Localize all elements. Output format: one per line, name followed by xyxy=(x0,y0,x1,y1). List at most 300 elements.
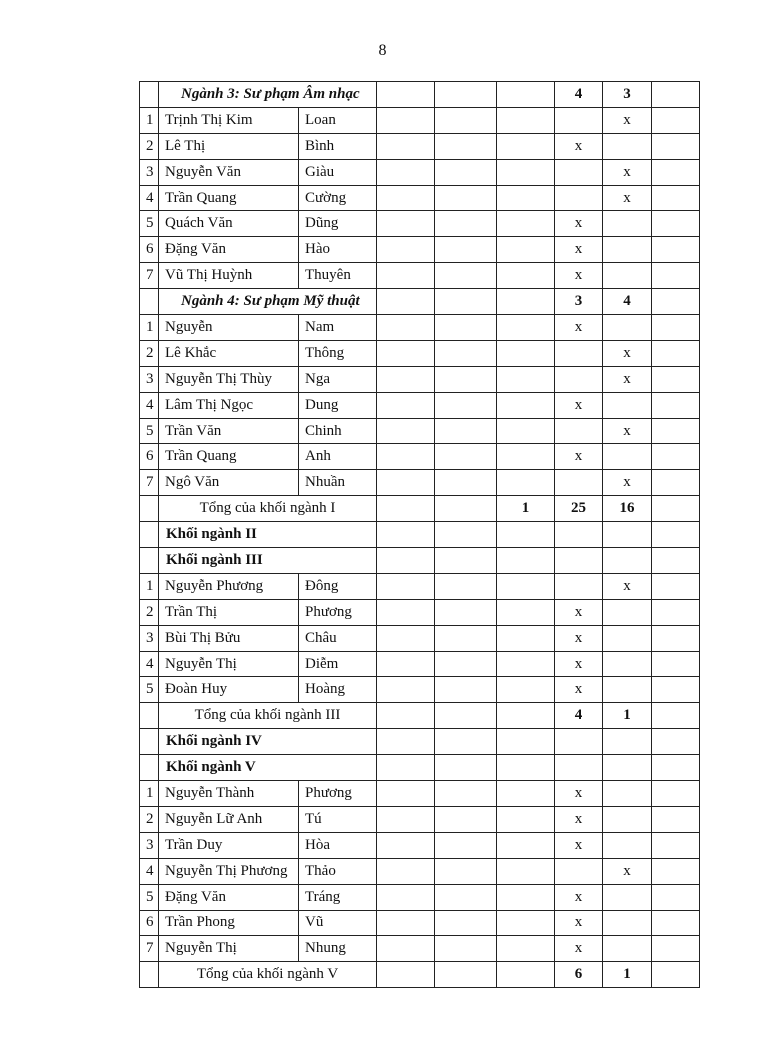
row-number: 2 xyxy=(140,340,159,366)
row-number: 1 xyxy=(140,573,159,599)
empty-cell xyxy=(652,729,700,755)
first-name: Đặng Văn xyxy=(159,884,299,910)
mark-cell xyxy=(603,677,652,703)
last-name: Diễm xyxy=(299,651,377,677)
table-row xyxy=(140,573,700,599)
empty-cell xyxy=(435,884,497,910)
mark-cell xyxy=(603,237,652,263)
mark-cell: x xyxy=(555,392,603,418)
first-name: Quách Văn xyxy=(159,211,299,237)
last-name: Cường xyxy=(299,185,377,211)
empty-cell xyxy=(497,651,555,677)
first-name: Vũ Thị Huỳnh xyxy=(159,263,299,289)
empty-cell xyxy=(652,159,700,185)
empty-cell xyxy=(652,858,700,884)
table-row xyxy=(140,366,700,392)
group-title: Khối ngành IV xyxy=(159,729,377,755)
empty-cell xyxy=(652,781,700,807)
first-name: Lê Khắc xyxy=(159,340,299,366)
row-number xyxy=(140,548,159,574)
table-row xyxy=(140,470,700,496)
table-row xyxy=(140,133,700,159)
empty-cell xyxy=(497,444,555,470)
row-number: 3 xyxy=(140,832,159,858)
empty-cell xyxy=(497,107,555,133)
empty-cell xyxy=(377,418,435,444)
last-name: Chinh xyxy=(299,418,377,444)
empty-cell xyxy=(497,159,555,185)
empty-cell xyxy=(652,418,700,444)
empty-cell xyxy=(435,548,497,574)
first-name: Nguyễn Thị Thùy xyxy=(159,366,299,392)
row-number: 4 xyxy=(140,392,159,418)
mark-cell: x xyxy=(555,315,603,341)
row-number: 5 xyxy=(140,211,159,237)
empty-cell xyxy=(652,392,700,418)
first-name: Nguyễn Lữ Anh xyxy=(159,806,299,832)
row-number: 1 xyxy=(140,315,159,341)
empty-cell xyxy=(497,599,555,625)
table-row xyxy=(140,263,700,289)
mark-cell xyxy=(603,444,652,470)
empty-cell xyxy=(652,625,700,651)
empty-cell xyxy=(377,496,435,522)
mark-cell xyxy=(603,211,652,237)
table-row xyxy=(140,677,700,703)
empty-cell xyxy=(497,625,555,651)
row-number: 3 xyxy=(140,366,159,392)
group-row xyxy=(140,729,700,755)
table-row xyxy=(140,832,700,858)
count-cell: 3 xyxy=(555,289,603,315)
empty-cell xyxy=(652,211,700,237)
row-number: 5 xyxy=(140,418,159,444)
total-title: Tổng của khối ngành V xyxy=(159,962,377,988)
row-number xyxy=(140,755,159,781)
empty-cell xyxy=(377,962,435,988)
empty-cell xyxy=(652,884,700,910)
empty-cell xyxy=(497,237,555,263)
major-row xyxy=(140,82,700,108)
empty-cell xyxy=(377,858,435,884)
empty-cell xyxy=(435,418,497,444)
first-name: Đặng Văn xyxy=(159,237,299,263)
total-title: Tổng của khối ngành I xyxy=(159,496,377,522)
empty-cell xyxy=(652,651,700,677)
empty-cell xyxy=(497,211,555,237)
mark-cell: x xyxy=(603,107,652,133)
row-number: 6 xyxy=(140,910,159,936)
major-title: Ngành 3: Sư phạm Âm nhạc xyxy=(159,82,377,108)
empty-cell xyxy=(435,444,497,470)
mark-cell xyxy=(555,159,603,185)
mark-cell: x xyxy=(603,185,652,211)
first-name: Trần Thị xyxy=(159,599,299,625)
page-number: 8 xyxy=(378,42,387,59)
row-number xyxy=(140,962,159,988)
group-title: Khối ngành II xyxy=(159,522,377,548)
last-name: Nga xyxy=(299,366,377,392)
empty-cell xyxy=(435,263,497,289)
empty-cell xyxy=(652,366,700,392)
last-name: Hào xyxy=(299,237,377,263)
first-name: Trần Quang xyxy=(159,444,299,470)
last-name: Anh xyxy=(299,444,377,470)
first-name: Nguyễn Thành xyxy=(159,781,299,807)
empty-cell xyxy=(377,82,435,108)
first-name: Trần Văn xyxy=(159,418,299,444)
first-name: Nguyễn Thị xyxy=(159,936,299,962)
empty-cell xyxy=(377,133,435,159)
count-cell: 25 xyxy=(555,496,603,522)
total-row xyxy=(140,703,700,729)
empty-cell xyxy=(497,936,555,962)
empty-cell xyxy=(497,340,555,366)
row-number xyxy=(140,289,159,315)
empty-cell xyxy=(497,263,555,289)
first-name: Nguyễn Thị xyxy=(159,651,299,677)
empty-cell xyxy=(435,729,497,755)
first-name: Trần Phong xyxy=(159,910,299,936)
empty-cell xyxy=(435,496,497,522)
first-name: Trần Duy xyxy=(159,832,299,858)
row-number: 4 xyxy=(140,185,159,211)
empty-cell xyxy=(377,392,435,418)
first-name: Trịnh Thị Kim xyxy=(159,107,299,133)
first-name: Nguyễn Thị Phương xyxy=(159,858,299,884)
count-cell: 3 xyxy=(603,82,652,108)
table-row xyxy=(140,418,700,444)
mark-cell xyxy=(603,263,652,289)
empty-cell xyxy=(377,159,435,185)
last-name: Tú xyxy=(299,806,377,832)
table-row xyxy=(140,237,700,263)
row-number: 5 xyxy=(140,884,159,910)
empty-cell xyxy=(435,599,497,625)
empty-cell xyxy=(652,470,700,496)
empty-cell xyxy=(377,340,435,366)
empty-cell xyxy=(435,340,497,366)
count-cell: 4 xyxy=(555,82,603,108)
last-name: Vũ xyxy=(299,910,377,936)
table-row xyxy=(140,625,700,651)
empty-cell xyxy=(377,107,435,133)
empty-cell xyxy=(652,444,700,470)
last-name: Bình xyxy=(299,133,377,159)
mark-cell xyxy=(555,107,603,133)
empty-cell xyxy=(377,185,435,211)
mark-cell: x xyxy=(555,936,603,962)
mark-cell: x xyxy=(555,133,603,159)
empty-cell xyxy=(497,832,555,858)
row-number: 7 xyxy=(140,936,159,962)
row-number: 6 xyxy=(140,444,159,470)
total-title: Tổng của khối ngành III xyxy=(159,703,377,729)
table-row xyxy=(140,185,700,211)
last-name: Thảo xyxy=(299,858,377,884)
empty-cell xyxy=(497,858,555,884)
row-number xyxy=(140,522,159,548)
empty-cell xyxy=(497,910,555,936)
table-row xyxy=(140,159,700,185)
mark-cell xyxy=(603,599,652,625)
row-number: 5 xyxy=(140,677,159,703)
empty-cell xyxy=(435,625,497,651)
mark-cell: x xyxy=(555,781,603,807)
count-cell: 4 xyxy=(555,703,603,729)
empty-cell xyxy=(497,315,555,341)
empty-cell xyxy=(652,677,700,703)
group-row xyxy=(140,522,700,548)
row-number: 2 xyxy=(140,599,159,625)
empty-cell xyxy=(377,444,435,470)
empty-cell xyxy=(435,237,497,263)
empty-cell xyxy=(497,470,555,496)
mark-cell xyxy=(603,133,652,159)
row-number: 2 xyxy=(140,133,159,159)
last-name: Thông xyxy=(299,340,377,366)
count-cell: 1 xyxy=(603,962,652,988)
mark-cell: x xyxy=(555,832,603,858)
empty-cell xyxy=(435,755,497,781)
empty-cell xyxy=(652,237,700,263)
count-cell xyxy=(497,962,555,988)
empty-cell xyxy=(377,599,435,625)
empty-cell xyxy=(377,832,435,858)
empty-cell xyxy=(435,315,497,341)
mark-cell xyxy=(603,315,652,341)
table-row xyxy=(140,107,700,133)
count-cell xyxy=(603,522,652,548)
table-row xyxy=(140,936,700,962)
mark-cell xyxy=(555,340,603,366)
group-row xyxy=(140,755,700,781)
last-name: Dũng xyxy=(299,211,377,237)
empty-cell xyxy=(652,548,700,574)
count-cell xyxy=(497,755,555,781)
count-cell xyxy=(497,729,555,755)
empty-cell xyxy=(377,936,435,962)
count-cell xyxy=(497,703,555,729)
count-cell xyxy=(497,522,555,548)
first-name: Lâm Thị Ngọc xyxy=(159,392,299,418)
mark-cell xyxy=(555,858,603,884)
empty-cell xyxy=(652,289,700,315)
last-name: Châu xyxy=(299,625,377,651)
last-name: Dung xyxy=(299,392,377,418)
count-cell: 1 xyxy=(603,703,652,729)
empty-cell xyxy=(377,884,435,910)
row-number: 1 xyxy=(140,781,159,807)
empty-cell xyxy=(377,729,435,755)
empty-cell xyxy=(497,806,555,832)
mark-cell xyxy=(555,366,603,392)
count-cell: 1 xyxy=(497,496,555,522)
empty-cell xyxy=(435,936,497,962)
row-number: 7 xyxy=(140,263,159,289)
empty-cell xyxy=(652,962,700,988)
empty-cell xyxy=(377,548,435,574)
table-row xyxy=(140,781,700,807)
mark-cell: x xyxy=(603,470,652,496)
empty-cell xyxy=(377,211,435,237)
empty-cell xyxy=(652,910,700,936)
last-name: Hoàng xyxy=(299,677,377,703)
first-name: Trần Quang xyxy=(159,185,299,211)
major-row xyxy=(140,289,700,315)
empty-cell xyxy=(652,806,700,832)
empty-cell xyxy=(377,910,435,936)
empty-cell xyxy=(652,599,700,625)
count-cell xyxy=(555,729,603,755)
last-name: Hòa xyxy=(299,832,377,858)
empty-cell xyxy=(652,522,700,548)
empty-cell xyxy=(377,237,435,263)
empty-cell xyxy=(652,755,700,781)
empty-cell xyxy=(435,703,497,729)
mark-cell: x xyxy=(555,677,603,703)
empty-cell xyxy=(497,884,555,910)
empty-cell xyxy=(497,366,555,392)
count-cell xyxy=(497,548,555,574)
empty-cell xyxy=(652,133,700,159)
count-cell xyxy=(603,729,652,755)
row-number: 6 xyxy=(140,237,159,263)
row-number: 3 xyxy=(140,625,159,651)
table-row xyxy=(140,211,700,237)
empty-cell xyxy=(652,82,700,108)
empty-cell xyxy=(435,289,497,315)
count-cell xyxy=(603,755,652,781)
empty-cell xyxy=(652,496,700,522)
count-cell xyxy=(497,82,555,108)
first-name: Lê Thị xyxy=(159,133,299,159)
table-row xyxy=(140,884,700,910)
row-number: 2 xyxy=(140,806,159,832)
group-row xyxy=(140,548,700,574)
table-row xyxy=(140,806,700,832)
count-cell: 16 xyxy=(603,496,652,522)
mark-cell: x xyxy=(555,263,603,289)
first-name: Bùi Thị Bửu xyxy=(159,625,299,651)
empty-cell xyxy=(435,82,497,108)
empty-cell xyxy=(377,625,435,651)
first-name: Nguyễn xyxy=(159,315,299,341)
empty-cell xyxy=(377,677,435,703)
empty-cell xyxy=(497,418,555,444)
empty-cell xyxy=(435,185,497,211)
row-number: 1 xyxy=(140,107,159,133)
mark-cell xyxy=(603,781,652,807)
row-number: 4 xyxy=(140,858,159,884)
mark-cell xyxy=(603,910,652,936)
staff-table xyxy=(139,81,700,988)
empty-cell xyxy=(652,340,700,366)
mark-cell xyxy=(603,806,652,832)
empty-cell xyxy=(652,936,700,962)
empty-cell xyxy=(497,185,555,211)
empty-cell xyxy=(652,573,700,599)
mark-cell: x xyxy=(555,625,603,651)
last-name: Nhung xyxy=(299,936,377,962)
empty-cell xyxy=(435,962,497,988)
mark-cell xyxy=(603,936,652,962)
last-name: Giàu xyxy=(299,159,377,185)
mark-cell: x xyxy=(555,599,603,625)
count-cell xyxy=(603,548,652,574)
group-title: Khối ngành V xyxy=(159,755,377,781)
empty-cell xyxy=(652,832,700,858)
mark-cell: x xyxy=(603,340,652,366)
empty-cell xyxy=(435,392,497,418)
mark-cell: x xyxy=(555,444,603,470)
empty-cell xyxy=(435,133,497,159)
table-row xyxy=(140,392,700,418)
empty-cell xyxy=(435,159,497,185)
empty-cell xyxy=(435,806,497,832)
empty-cell xyxy=(652,185,700,211)
table-row xyxy=(140,910,700,936)
empty-cell xyxy=(435,781,497,807)
row-number xyxy=(140,82,159,108)
empty-cell xyxy=(377,263,435,289)
row-number xyxy=(140,496,159,522)
mark-cell: x xyxy=(603,418,652,444)
mark-cell xyxy=(555,470,603,496)
mark-cell xyxy=(603,651,652,677)
empty-cell xyxy=(497,392,555,418)
row-number xyxy=(140,703,159,729)
last-name: Loan xyxy=(299,107,377,133)
table-row xyxy=(140,444,700,470)
empty-cell xyxy=(435,677,497,703)
empty-cell xyxy=(497,133,555,159)
mark-cell: x xyxy=(603,159,652,185)
empty-cell xyxy=(435,366,497,392)
empty-cell xyxy=(497,781,555,807)
empty-cell xyxy=(652,315,700,341)
empty-cell xyxy=(377,703,435,729)
mark-cell: x xyxy=(555,237,603,263)
empty-cell xyxy=(377,366,435,392)
empty-cell xyxy=(497,677,555,703)
count-cell xyxy=(555,522,603,548)
row-number: 4 xyxy=(140,651,159,677)
empty-cell xyxy=(377,315,435,341)
empty-cell xyxy=(652,703,700,729)
mark-cell: x xyxy=(555,910,603,936)
count-cell xyxy=(555,755,603,781)
empty-cell xyxy=(377,806,435,832)
empty-cell xyxy=(435,107,497,133)
mark-cell: x xyxy=(603,858,652,884)
last-name: Thuyên xyxy=(299,263,377,289)
first-name: Ngô Văn xyxy=(159,470,299,496)
group-title: Khối ngành III xyxy=(159,548,377,574)
empty-cell xyxy=(652,107,700,133)
empty-cell xyxy=(377,289,435,315)
mark-cell: x xyxy=(555,884,603,910)
table-row xyxy=(140,315,700,341)
mark-cell xyxy=(555,573,603,599)
empty-cell xyxy=(652,263,700,289)
row-number: 7 xyxy=(140,470,159,496)
last-name: Phương xyxy=(299,599,377,625)
mark-cell xyxy=(603,884,652,910)
empty-cell xyxy=(435,832,497,858)
empty-cell xyxy=(497,573,555,599)
table-row xyxy=(140,340,700,366)
